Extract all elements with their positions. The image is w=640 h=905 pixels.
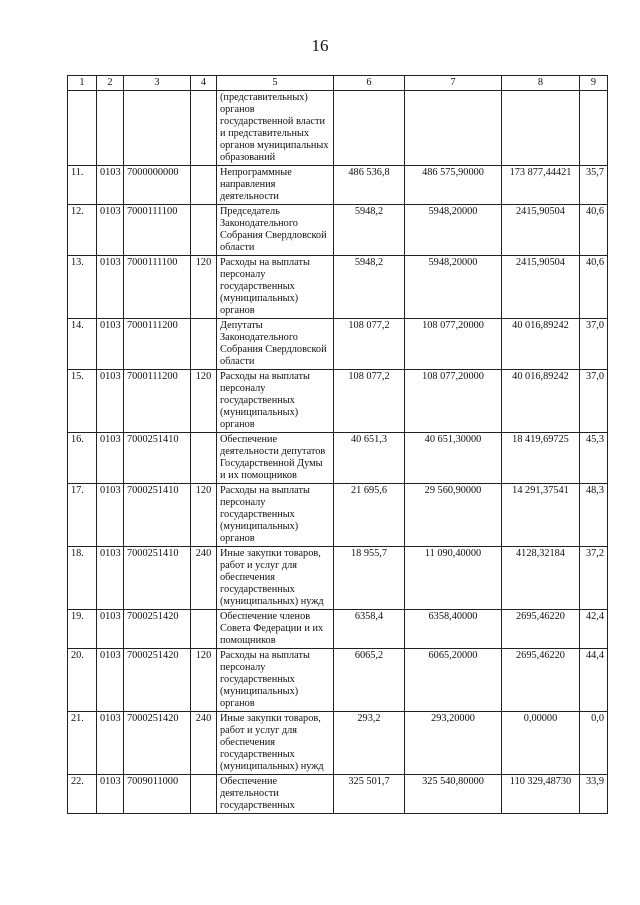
table-body [68, 91, 608, 814]
section-code: 0103 [97, 319, 124, 370]
value-col-7: 5948,20000 [405, 205, 502, 256]
item-name: Расходы на выплаты персоналу государственных (муниципальных) органов [217, 649, 334, 712]
item-name: Обеспечение деятельности государственных [217, 775, 334, 814]
section-code: 0103 [97, 712, 124, 775]
value-col-6: 40 651,3 [334, 433, 405, 484]
section-code: 0103 [97, 484, 124, 547]
target-article-code: 7009011000 [124, 775, 191, 814]
row-number: 14. [68, 319, 97, 370]
value-col-7: 108 077,20000 [405, 370, 502, 433]
value-col-6: 108 077,2 [334, 370, 405, 433]
item-name: Расходы на выплаты персоналу государственных (муниципальных) органов [217, 256, 334, 319]
value-col-7: 29 560,90000 [405, 484, 502, 547]
value-col-6: 5948,2 [334, 205, 405, 256]
expense-type-code: 240 [191, 547, 217, 610]
row-number: 19. [68, 610, 97, 649]
value-col-7: 6065,20000 [405, 649, 502, 712]
row-number: 18. [68, 547, 97, 610]
value-col-8: 40 016,89242 [502, 370, 580, 433]
value-col-7: 293,20000 [405, 712, 502, 775]
table-row [68, 610, 608, 649]
value-col-8: 4128,32184 [502, 547, 580, 610]
target-article-code: 7000251420 [124, 610, 191, 649]
percent-value [580, 91, 608, 166]
target-article-code: 7000111200 [124, 370, 191, 433]
percent-value: 0,0 [580, 712, 608, 775]
section-code: 0103 [97, 166, 124, 205]
expense-type-code [191, 610, 217, 649]
row-number: 15. [68, 370, 97, 433]
column-header-3: 3 [124, 76, 191, 91]
column-header-5: 5 [217, 76, 334, 91]
header-row [68, 76, 608, 91]
expense-type-code: 120 [191, 370, 217, 433]
row-number: 17. [68, 484, 97, 547]
percent-value: 44,4 [580, 649, 608, 712]
column-header-1: 1 [68, 76, 97, 91]
value-col-8: 14 291,37541 [502, 484, 580, 547]
item-name: Расходы на выплаты персоналу государственных (муниципальных) органов [217, 370, 334, 433]
value-col-6: 6065,2 [334, 649, 405, 712]
table-row [68, 484, 608, 547]
value-col-7: 325 540,80000 [405, 775, 502, 814]
column-header-9: 9 [580, 76, 608, 91]
value-col-6: 18 955,7 [334, 547, 405, 610]
value-col-7: 11 090,40000 [405, 547, 502, 610]
row-number: 12. [68, 205, 97, 256]
value-col-6: 486 536,8 [334, 166, 405, 205]
expense-type-code [191, 166, 217, 205]
table-row [68, 547, 608, 610]
target-article-code: 7000111100 [124, 205, 191, 256]
item-name: Расходы на выплаты персоналу государственных (муниципальных) органов [217, 484, 334, 547]
percent-value: 37,0 [580, 319, 608, 370]
table-row [68, 319, 608, 370]
percent-value: 48,3 [580, 484, 608, 547]
section-code: 0103 [97, 433, 124, 484]
column-header-7: 7 [405, 76, 502, 91]
percent-value: 40,6 [580, 205, 608, 256]
row-number: 13. [68, 256, 97, 319]
percent-value: 42,4 [580, 610, 608, 649]
expense-type-code: 240 [191, 712, 217, 775]
percent-value: 35,7 [580, 166, 608, 205]
target-article-code: 7000251410 [124, 547, 191, 610]
target-article-code: 7000251420 [124, 712, 191, 775]
table-row [68, 433, 608, 484]
budget-table [67, 75, 608, 814]
row-number: 11. [68, 166, 97, 205]
column-header-6: 6 [334, 76, 405, 91]
value-col-6: 325 501,7 [334, 775, 405, 814]
section-code [97, 91, 124, 166]
target-article-code: 7000111100 [124, 256, 191, 319]
table-row [68, 649, 608, 712]
row-number: 16. [68, 433, 97, 484]
item-name: Иные закупки товаров, работ и услуг для обеспечения государственных (муниципальных) нужд [217, 712, 334, 775]
value-col-8: 173 877,44421 [502, 166, 580, 205]
section-code: 0103 [97, 547, 124, 610]
section-code: 0103 [97, 775, 124, 814]
item-name: Непрограммные направления деятельности [217, 166, 334, 205]
value-col-7: 108 077,20000 [405, 319, 502, 370]
page-number: 16 [311, 36, 329, 55]
item-name: (представительных) органов государственной власти и представительных органов муниципальных образований [217, 91, 334, 166]
table-row [68, 91, 608, 166]
expense-type-code: 120 [191, 256, 217, 319]
percent-value: 33,9 [580, 775, 608, 814]
percent-value: 40,6 [580, 256, 608, 319]
value-col-8: 2695,46220 [502, 610, 580, 649]
value-col-6: 108 077,2 [334, 319, 405, 370]
target-article-code: 7000251410 [124, 433, 191, 484]
item-name: Председатель Законодательного Собрания Свердловской области [217, 205, 334, 256]
row-number: 20. [68, 649, 97, 712]
table-row [68, 166, 608, 205]
value-col-7: 5948,20000 [405, 256, 502, 319]
value-col-7 [405, 91, 502, 166]
item-name: Обеспечение членов Совета Федерации и их помощников [217, 610, 334, 649]
value-col-8: 0,00000 [502, 712, 580, 775]
value-col-8 [502, 91, 580, 166]
column-header-2: 2 [97, 76, 124, 91]
column-header-4: 4 [191, 76, 217, 91]
value-col-8: 110 329,48730 [502, 775, 580, 814]
value-col-7: 486 575,90000 [405, 166, 502, 205]
value-col-6: 5948,2 [334, 256, 405, 319]
table-row [68, 712, 608, 775]
value-col-8: 2415,90504 [502, 256, 580, 319]
expense-type-code: 120 [191, 649, 217, 712]
percent-value: 45,3 [580, 433, 608, 484]
value-col-7: 6358,40000 [405, 610, 502, 649]
row-number: 22. [68, 775, 97, 814]
value-col-8: 2695,46220 [502, 649, 580, 712]
table-row [68, 256, 608, 319]
value-col-8: 40 016,89242 [502, 319, 580, 370]
table-row [68, 205, 608, 256]
value-col-6: 21 695,6 [334, 484, 405, 547]
section-code: 0103 [97, 649, 124, 712]
row-number: 21. [68, 712, 97, 775]
section-code: 0103 [97, 610, 124, 649]
expense-type-code [191, 775, 217, 814]
section-code: 0103 [97, 256, 124, 319]
value-col-6: 293,2 [334, 712, 405, 775]
item-name: Иные закупки товаров, работ и услуг для обеспечения государственных (муниципальных) нужд [217, 547, 334, 610]
target-article-code: 7000111200 [124, 319, 191, 370]
table-row [68, 775, 608, 814]
table-row [68, 370, 608, 433]
row-number [68, 91, 97, 166]
value-col-6 [334, 91, 405, 166]
value-col-8: 2415,90504 [502, 205, 580, 256]
target-article-code: 7000251420 [124, 649, 191, 712]
value-col-8: 18 419,69725 [502, 433, 580, 484]
item-name: Депутаты Законодательного Собрания Свердловской области [217, 319, 334, 370]
expense-type-code: 120 [191, 484, 217, 547]
target-article-code: 7000000000 [124, 166, 191, 205]
percent-value: 37,0 [580, 370, 608, 433]
column-header-8: 8 [502, 76, 580, 91]
target-article-code [124, 91, 191, 166]
expense-type-code [191, 205, 217, 256]
value-col-7: 40 651,30000 [405, 433, 502, 484]
percent-value: 37,2 [580, 547, 608, 610]
item-name: Обеспечение деятельности депутатов Государственной Думы и их помощников [217, 433, 334, 484]
expense-type-code [191, 319, 217, 370]
expense-type-code [191, 91, 217, 166]
expense-type-code [191, 433, 217, 484]
section-code: 0103 [97, 205, 124, 256]
section-code: 0103 [97, 370, 124, 433]
value-col-6: 6358,4 [334, 610, 405, 649]
target-article-code: 7000251410 [124, 484, 191, 547]
